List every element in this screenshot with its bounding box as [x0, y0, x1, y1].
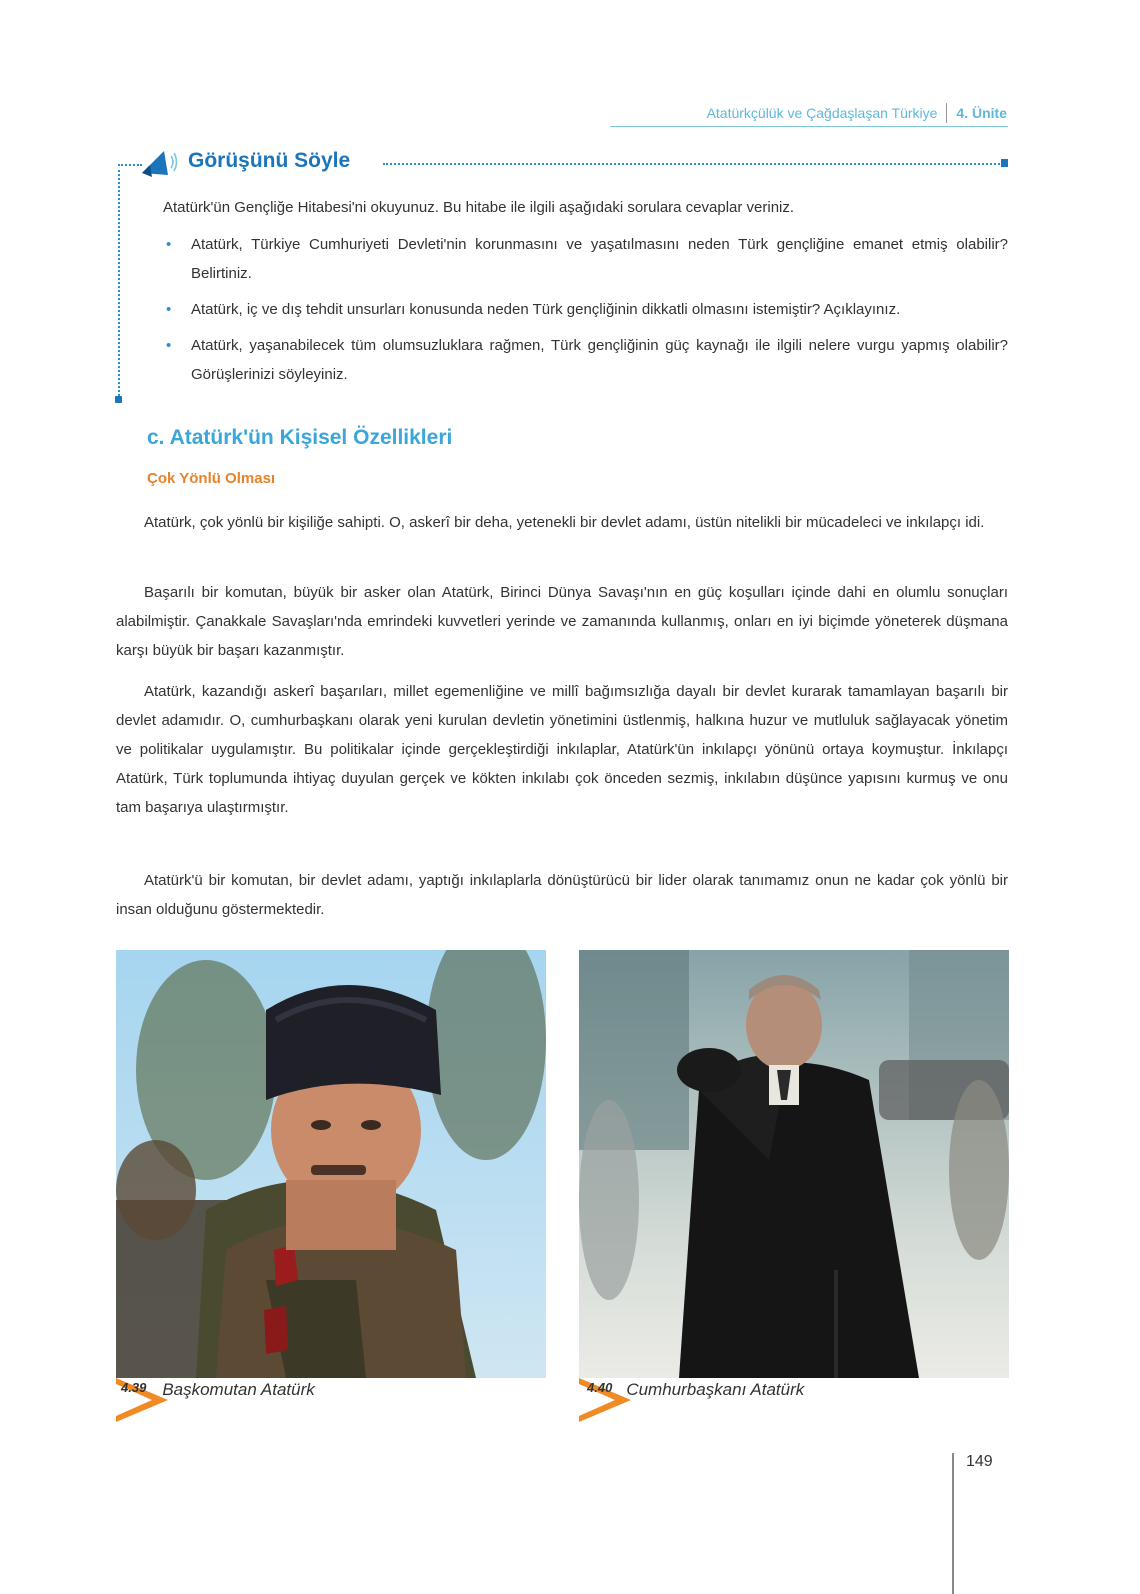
activity-intro: Atatürk'ün Gençliğe Hitabesi'ni okuyunuz. Bu hitabe ile ilgili aşağıdaki sorulara cevaplar veriniz.: [163, 199, 795, 216]
header-divider: [946, 103, 947, 123]
photo-baskomutan: [116, 950, 546, 1378]
caption-text: Başkomutan Atatürk: [162, 1380, 315, 1399]
photo-cumhurbaskani: [579, 950, 1009, 1378]
portrait-illustration: [579, 950, 1009, 1378]
book-title: Atatürkçülük ve Çağdaşlaşan Türkiye: [706, 105, 938, 121]
portrait-illustration: [116, 950, 546, 1378]
caption-text: Cumhurbaşkanı Atatürk: [626, 1380, 805, 1399]
unit-label: 4. Ünite: [956, 105, 1007, 121]
paragraph: Atatürk'ü bir komutan, bir devlet adamı, yaptığı inkılaplarla dönüştürücü bir lider olarak tanımamız onun ne kadar çok yönlü bir insan olduğunu göstermektedir.: [116, 872, 1008, 918]
question-item: • Atatürk, iç ve dış tehdit unsurları konusunda neden Türk gençliğinin dikkatli olmasını istemiştir? Açıklayınız.: [163, 295, 1008, 324]
megaphone-icon: [138, 147, 182, 179]
bullet-icon: •: [166, 301, 172, 318]
bullet-icon: •: [166, 337, 172, 354]
figure-caption: [121, 1380, 315, 1400]
subsection-title: Çok Yönlü Olması: [147, 470, 276, 487]
running-header: [707, 103, 1007, 123]
page-number-rule: [952, 1453, 954, 1594]
activity-title: Görüşünü Söyle: [188, 149, 351, 172]
header-rule: [610, 126, 1008, 127]
bullet-icon: •: [166, 236, 172, 253]
activity-border-left: [118, 170, 120, 400]
activity-border-end-right: [1001, 159, 1008, 167]
paragraph: Atatürk, kazandığı askerî başarıları, millet egemenliğine ve millî bağımsızlığa dayalı bir devlet kurarak tamamlayan başarılı bir devlet adamıdır. O, cumhurbaşkanı olarak yeni kurulan devletin yönetimini üstlenmiş, halkına huzur ve mutluluk sağlayacak yönetim ve politikalar uygulamıştır. Bu politikalar içinde gerçekleştirdiği inkılaplar, Atatürk'ün inkılapçı yönünü ortaya koymuştur. İnkılapçı Atatürk, Türk toplumunda ihtiyaç duyulan gerçek ve kökten inkılabı çok önceden sezmiş, inkılabın düşünce yapısını kurmuş ve onu tam başarıya ulaştırmıştır.: [116, 683, 1008, 816]
section-title: c. Atatürk'ün Kişisel Özellikleri: [147, 426, 453, 449]
activity-border-top: [383, 163, 1003, 165]
paragraph: Atatürk, çok yönlü bir kişiliğe sahipti. O, askerî bir deha, yetenekli bir devlet adamı, üstün nitelikli bir mücadeleci ve inkılapçı idi.: [144, 514, 985, 531]
paragraph: Başarılı bir komutan, büyük bir asker olan Atatürk, Birinci Dünya Savaşı'nın en güç koşulları içinde dahi en olumlu sonuçları alabilmiştir. Çanakkale Savaşları'nda emrindeki kuvvetleri yerinde ve zamanında kullanmış, onları en iyi biçimde yöneterek düşmana karşı büyük bir başarı kazanmıştır.: [116, 584, 1008, 659]
question-item: • Atatürk, yaşanabilecek tüm olumsuzluklara rağmen, Türk gençliğinin güç kaynağı ile ilgili nelere vurgu yapmış olabilir? Görüşlerinizi söyleyiniz.: [163, 331, 1008, 389]
activity-border-end: [115, 396, 122, 403]
question-item: • Atatürk, Türkiye Cumhuriyeti Devleti'nin korunmasını ve yaşatılmasını neden Türk gençliğine emanet etmiş olabilir? Belirtiniz.: [163, 230, 1008, 288]
figure-caption: [587, 1380, 804, 1400]
question-list: [163, 230, 1008, 396]
figure-number: 4.40: [587, 1379, 613, 1395]
page-number: 149: [966, 1453, 993, 1470]
figure-number: 4.39: [121, 1379, 147, 1395]
